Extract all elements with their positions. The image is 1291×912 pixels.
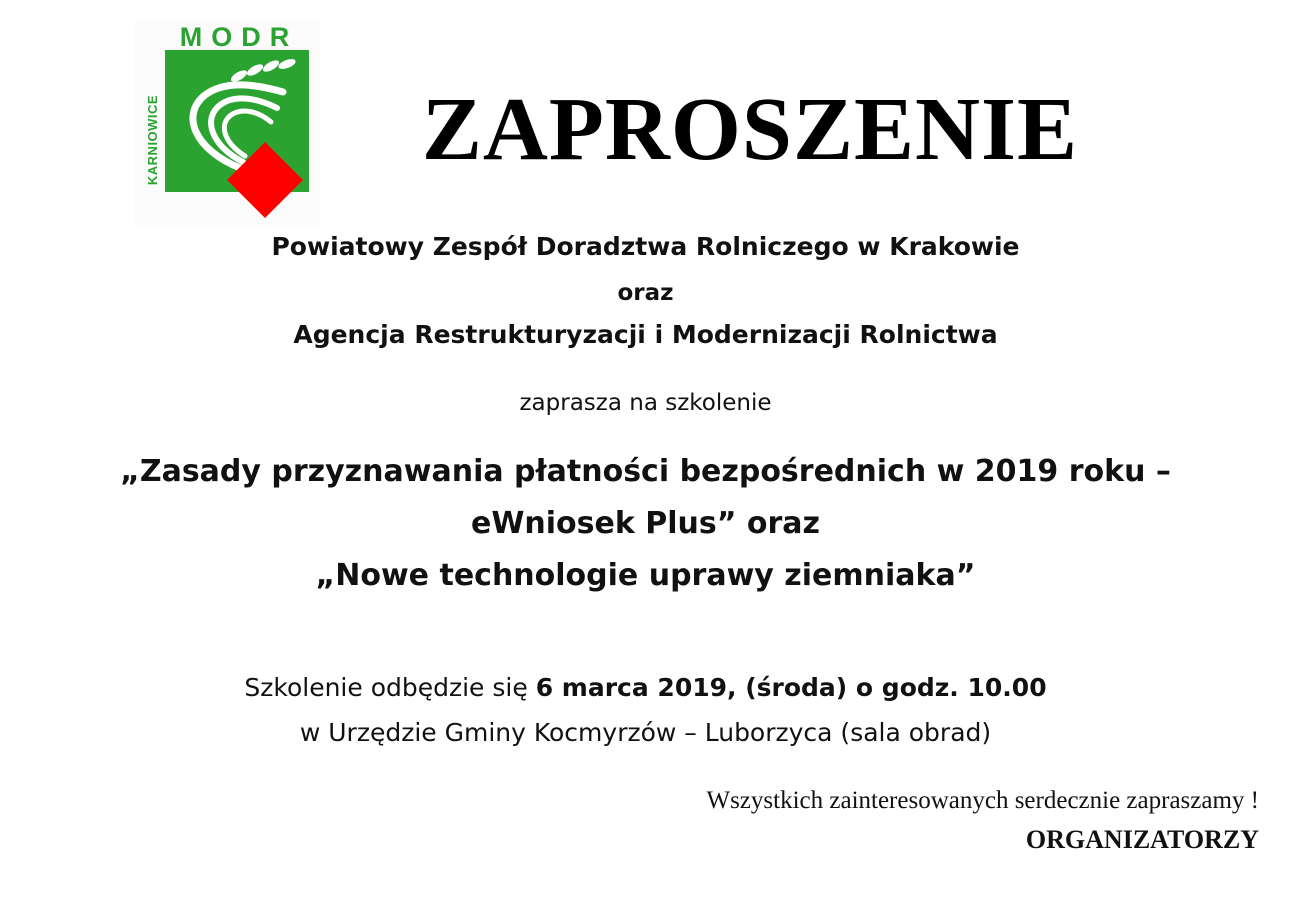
organizer-line-1: Powiatowy Zespół Doradztwa Rolniczego w Krakowie [271,232,1020,261]
invite-text: zaprasza na szkolenie [519,390,772,416]
topic-line-1: „Zasady przyznawania płatności bezpośrednich w 2019 roku – [120,454,1171,489]
invitation-title: ZAPROSZENIE [421,80,1079,179]
modr-logo-graphic [135,20,320,225]
topic-line-3: „Nowe technologie uprawy ziemniaka” [315,558,976,593]
logo-text-top: MODR [179,22,299,52]
topic-line-2: eWniosek Plus” oraz [470,506,821,541]
event-date-line [55,673,1236,702]
closing-greeting: Wszystkich zainteresowanych serdecznie zapraszamy ! [706,787,1259,814]
organizer-conjunction: oraz [617,280,674,306]
logo-text-side: KARNIOWICE [145,94,160,186]
organizer-line-2: Agencja Restrukturyzacji i Modernizacji Rolnictwa [293,320,998,349]
event-date-time: 6 marca 2019, (środa) o godz. 10.00 [535,673,1047,702]
closing-signature: ORGANIZATORZY [1025,825,1259,854]
modr-logo [135,20,320,225]
event-prefix: Szkolenie odbędzie się [244,673,536,702]
event-location: w Urzędzie Gminy Kocmyrzów – Luborzyca (sala obrad) [299,718,992,747]
